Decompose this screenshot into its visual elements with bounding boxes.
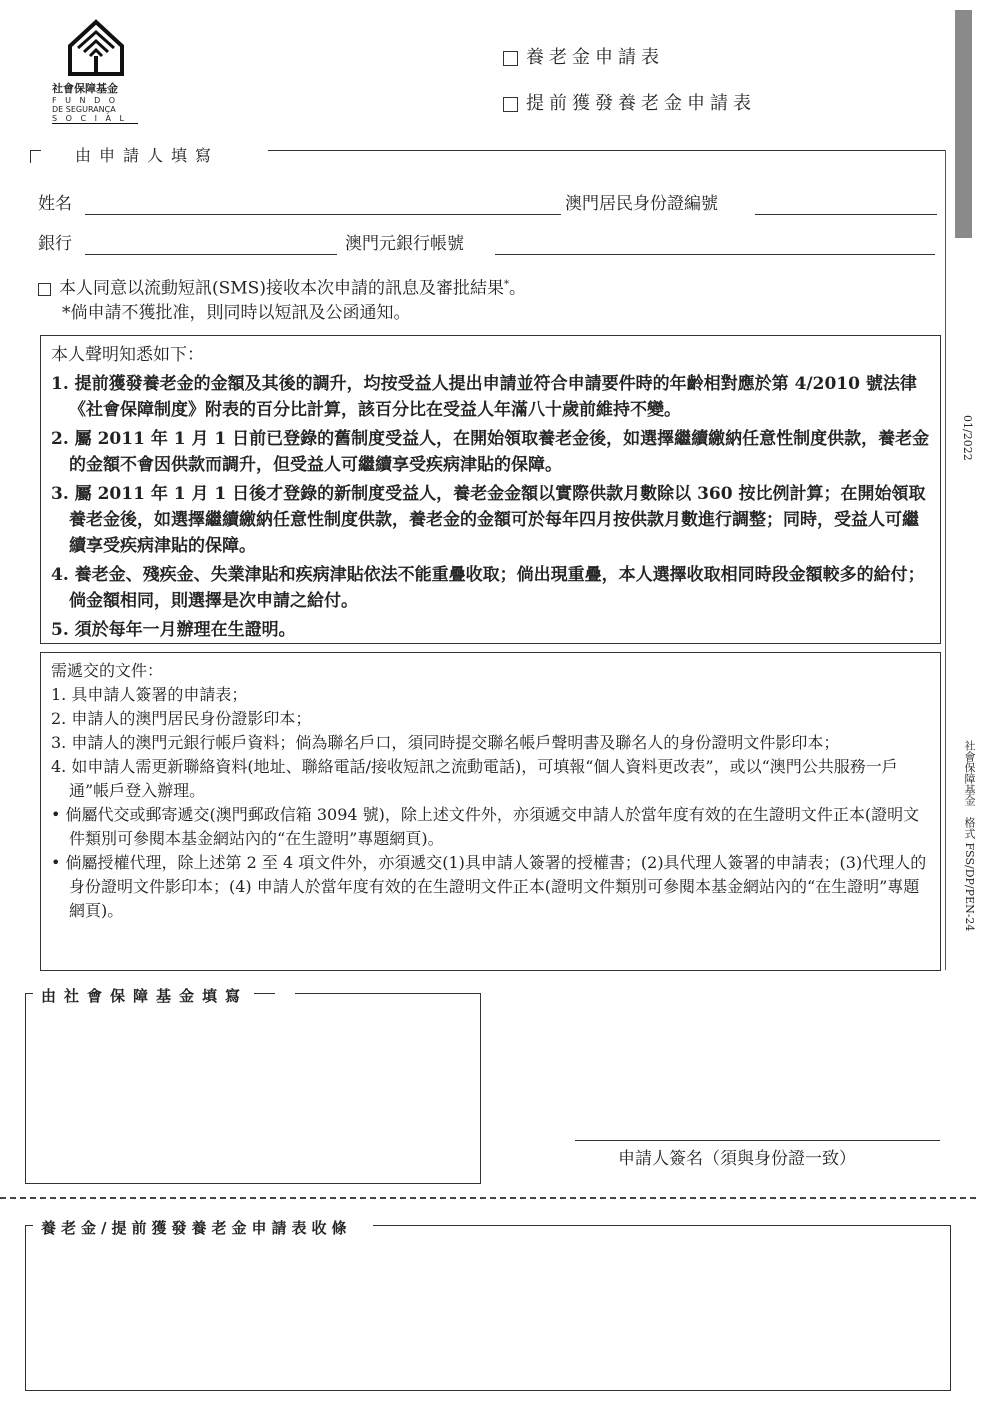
section-divider (268, 150, 946, 151)
cut-line (0, 1197, 976, 1199)
id-number-field[interactable] (755, 214, 937, 215)
checkbox[interactable] (503, 97, 518, 112)
checkbox[interactable] (503, 51, 518, 66)
logo-pt-2: DE SEGURANÇA (52, 105, 116, 114)
fund-header-gap (275, 992, 295, 995)
right-border (945, 150, 946, 970)
bank-account-field[interactable] (495, 254, 935, 255)
form-type-pension[interactable]: 養老金申請表 (503, 49, 664, 67)
signature-line[interactable] (575, 1140, 940, 1141)
sms-checkbox[interactable] (38, 283, 51, 296)
scan-edge-bar (955, 10, 972, 238)
account-label: 澳門元銀行帳號 (345, 234, 464, 254)
logo-pt-1: F U N D O (52, 96, 119, 105)
house-logo-icon (66, 18, 126, 78)
name-field[interactable] (85, 214, 561, 215)
declaration-title: 本人聲明知悉如下： (51, 345, 204, 365)
fund-use-box (25, 993, 481, 1184)
documents-box (40, 652, 941, 971)
id-label: 澳門居民身份證編號 (565, 194, 718, 214)
fss-logo (52, 18, 144, 124)
document-item: 4. 如申請人需更新聯絡資料(地址、聯絡電話/接收短訊之流動電話)，可填報“個人資料更改表”，或以“澳門公共服務一戶通”帳戶登入辦理。 (51, 757, 898, 800)
sms-note: *倘申請不獲批准，則同時以短訊及公函通知。 (62, 303, 411, 323)
declaration-item: 1. 提前獲發養老金的金額及其後的調升，均按受益人提出申請並符合申請要件時的年齡相對應於第 4/2010 號法律《社會保障制度》附表的百分比計算，該百分比在受益人年滿八十歲前維持不變。 (51, 374, 917, 420)
name-label: 姓名 (38, 194, 72, 214)
fund-section-title: 由社會保障基金填寫 (33, 985, 254, 1006)
declaration-box (40, 335, 941, 644)
sms-consent[interactable]: 本人同意以流動短訊(SMS)接收本次申請的訊息及審批結果*。 (38, 280, 526, 298)
section-corner (30, 150, 41, 163)
declaration-item: 4. 養老金、殘疾金、失業津貼和疾病津貼依法不能重疊收取；倘出現重疊，本人選擇收取相同時段金額較多的給付；倘金額相同，則選擇是次申請之給付。 (51, 565, 925, 611)
documents-title: 需遞交的文件： (51, 661, 164, 680)
logo-cn: 社會保障基金 (52, 82, 118, 95)
document-item: 2. 申請人的澳門居民身份證影印本； (51, 709, 312, 728)
applicant-section-title: 由申請人填寫 (75, 146, 220, 165)
document-item: • 倘屬代交或郵寄遞交(澳門郵政信箱 3094 號)，除上述文件外，亦須遞交申請人於當年度有效的在生證明文件正本(證明文件類別可參閱本基金網站內的“在生證明”專題網頁)。 (51, 805, 920, 848)
declaration-item: 3. 屬 2011 年 1 月 1 日後才登錄的新制度受益人，養老金金額以實際供款月數除以 360 按比例計算；在開始領取養老金後，如選擇繼續繳納任意性制度供款，養老金的金額可於每年四月按供款月數進行調整；同時，受益人可繼續享受疾病津貼的保障。 (51, 484, 926, 556)
form-type-early-pension[interactable]: 提前獲發養老金申請表 (503, 95, 756, 113)
receipt-box (25, 1225, 951, 1391)
bank-label: 銀行 (38, 234, 72, 254)
bank-field[interactable] (85, 254, 337, 255)
form-version: 01/2022 (961, 415, 974, 461)
document-item: 3. 申請人的澳門元銀行帳戶資料；倘為聯名戶口，須同時提交聯名帳戶聲明書及聯名人的身份證明文件影印本； (51, 733, 840, 752)
declaration-item: 2. 屬 2011 年 1 月 1 日前已登錄的舊制度受益人，在開始領取養老金後，如選擇繼續繳納任意性制度供款，養老金的金額不會因供款而調升，但受益人可繼續享受疾病津貼的保障。 (51, 429, 930, 475)
signature-label: 申請人簽名（須與身份證一致） (618, 1149, 856, 1169)
document-item: 1. 具申請人簽署的申請表； (51, 685, 248, 704)
document-item: • 倘屬授權代理，除上述第 2 至 4 項文件外，亦須遞交(1)具申請人簽署的授權書；(2)具代理人簽署的申請表；(3)代理人的身份證明文件影印本；(4) 申請人於當年度有效的在生證明文件正本(證明文件類別可參閱本基金網站內的“在生證明”專題網頁)。 (51, 853, 927, 920)
form-code: 社會保障基金 格式 FSS/DP/PEN-24 (963, 740, 976, 932)
logo-pt-3: S O C I A L (52, 114, 138, 124)
declaration-item: 5. 須於每年一月辦理在生證明。 (51, 620, 296, 640)
receipt-title: 養老金/提前獲發養老金申請表收條 (33, 1217, 373, 1238)
